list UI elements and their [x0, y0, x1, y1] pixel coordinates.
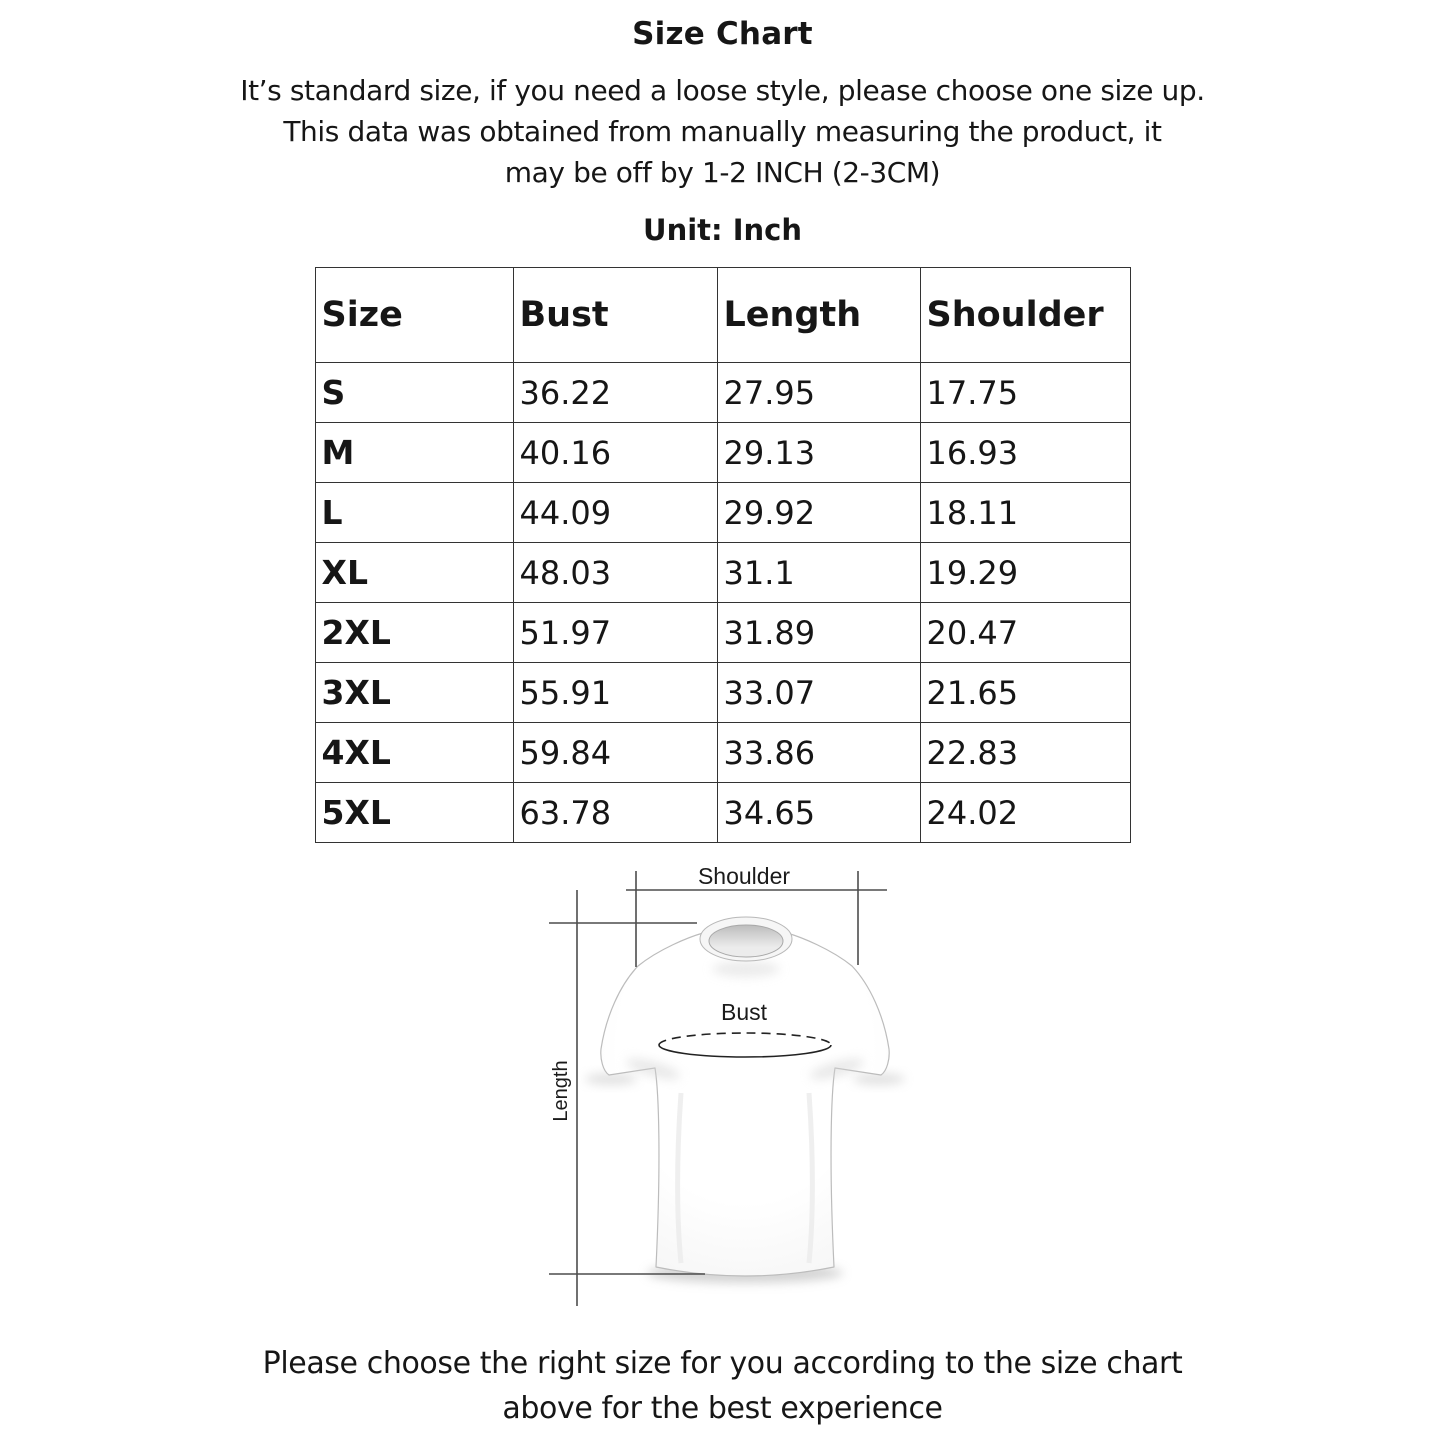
intro-line-2: This data was obtained from manually measuring the product, it [283, 115, 1162, 148]
shoulder-cell: 21.65 [920, 663, 1130, 723]
bust-cell: 51.97 [513, 603, 717, 663]
size-row-2XL [315, 603, 1130, 663]
length-cell: 31.1 [717, 543, 920, 603]
column-header-length: Length [717, 268, 920, 363]
shoulder-cell: 18.11 [920, 483, 1130, 543]
shoulder-cell: 22.83 [920, 723, 1130, 783]
size-cell: 4XL [315, 723, 513, 783]
shoulder-cell: 20.47 [920, 603, 1130, 663]
shoulder-diagram-label: Shoulder [697, 863, 790, 889]
length-cell: 31.89 [717, 603, 920, 663]
size-cell: L [315, 483, 513, 543]
size-table-body [315, 363, 1130, 843]
column-header-shoulder: Shoulder [920, 268, 1130, 363]
size-row-S [315, 363, 1130, 423]
length-cell: 34.65 [717, 783, 920, 843]
intro-line-1: It’s standard size, if you need a loose style, please choose one size up. [240, 74, 1205, 107]
length-cell: 33.07 [717, 663, 920, 723]
size-cell: M [315, 423, 513, 483]
intro-text [0, 70, 1445, 193]
page-title: Size Chart [632, 16, 813, 52]
unit-label: Unit: Inch [643, 213, 802, 247]
size-cell: XL [315, 543, 513, 603]
bust-cell: 48.03 [513, 543, 717, 603]
size-table-header-row [315, 268, 1130, 363]
bust-diagram-label: Bust [720, 999, 767, 1025]
footer-line-2: above for the best experience [502, 1391, 943, 1426]
length-cell: 29.13 [717, 423, 920, 483]
length-cell: 27.95 [717, 363, 920, 423]
size-cell: 3XL [315, 663, 513, 723]
bust-cell: 63.78 [513, 783, 717, 843]
size-row-5XL [315, 783, 1130, 843]
shoulder-cell: 17.75 [920, 363, 1130, 423]
bust-cell: 36.22 [513, 363, 717, 423]
size-table [315, 267, 1131, 843]
shoulder-cell: 16.93 [920, 423, 1130, 483]
size-table-header [315, 268, 1130, 363]
bust-cell: 55.91 [513, 663, 717, 723]
length-cell: 33.86 [717, 723, 920, 783]
bust-cell: 40.16 [513, 423, 717, 483]
footer-line-1: Please choose the right size for you according to the size chart [262, 1346, 1183, 1381]
shoulder-cell: 24.02 [920, 783, 1130, 843]
size-row-L [315, 483, 1130, 543]
size-cell: 2XL [315, 603, 513, 663]
size-row-XL [315, 543, 1130, 603]
column-header-bust: Bust [513, 268, 717, 363]
tshirt-illustration [600, 917, 888, 1276]
length-cell: 29.92 [717, 483, 920, 543]
intro-line-3: may be off by 1-2 INCH (2-3CM) [504, 156, 941, 189]
size-row-3XL [315, 663, 1130, 723]
column-header-size: Size [315, 268, 513, 363]
footer-text [0, 1341, 1445, 1431]
tshirt-collar [700, 917, 792, 961]
size-row-4XL [315, 723, 1130, 783]
size-row-M [315, 423, 1130, 483]
length-diagram-label: Length [549, 1060, 572, 1122]
size-cell: 5XL [315, 783, 513, 843]
bust-cell: 59.84 [513, 723, 717, 783]
size-cell: S [315, 363, 513, 423]
tshirt-measurement-diagram [531, 863, 991, 1323]
bust-cell: 44.09 [513, 483, 717, 543]
shoulder-cell: 19.29 [920, 543, 1130, 603]
tshirt-body [600, 927, 888, 1276]
